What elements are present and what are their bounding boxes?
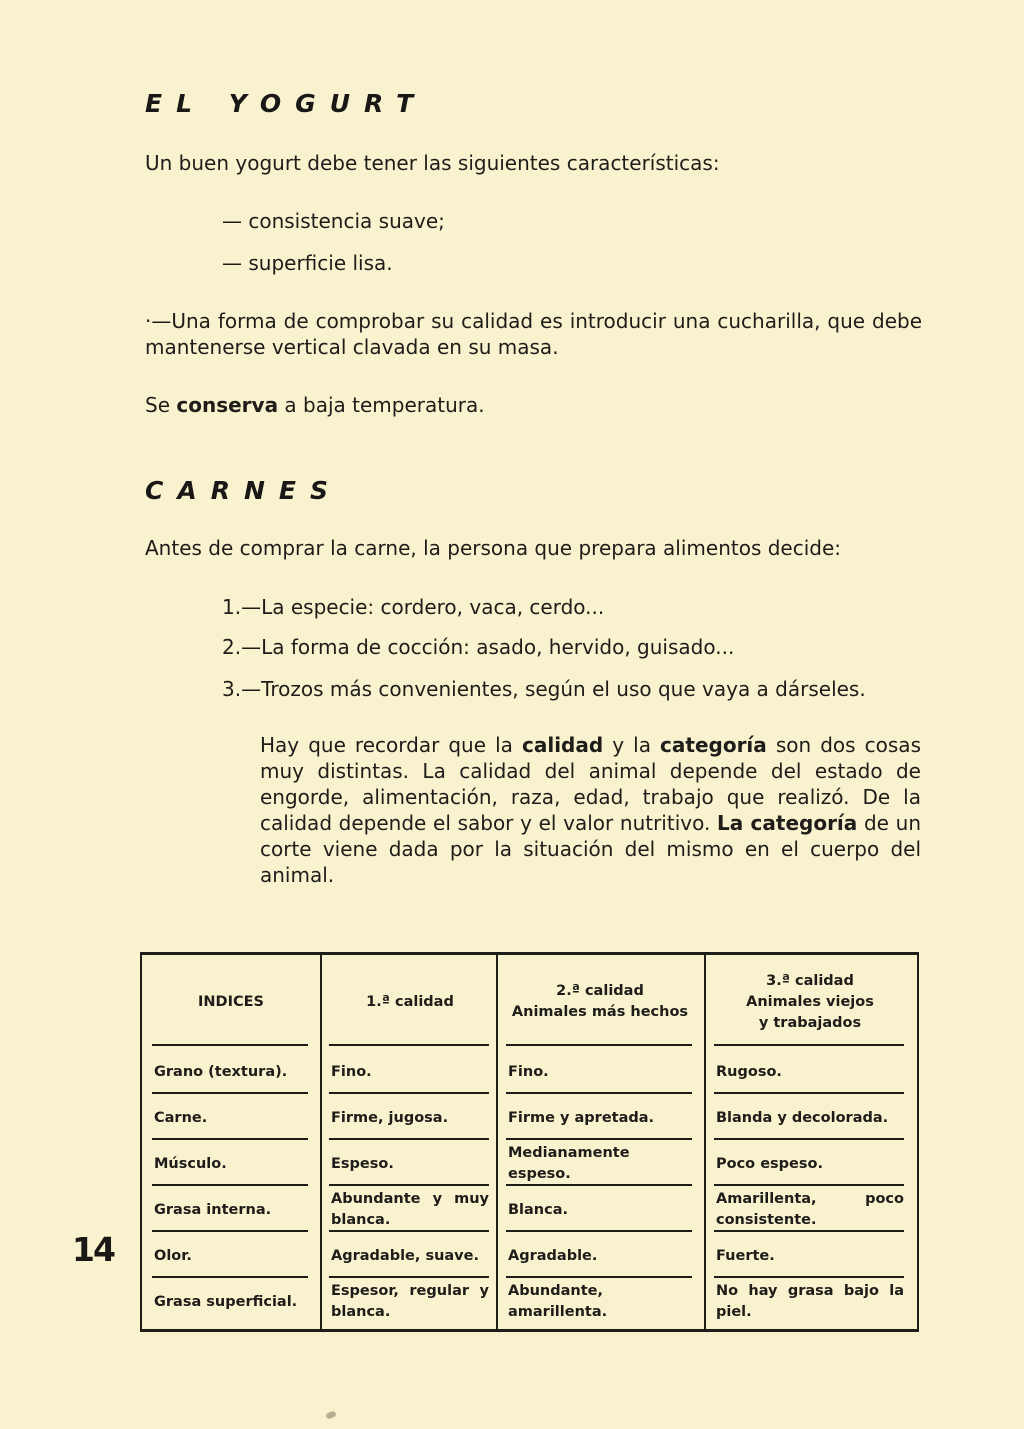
yogurt-storage-paragraph	[145, 392, 485, 418]
carnes-heading: CARNES	[145, 476, 342, 505]
table-header-line: INDICES	[198, 993, 264, 1010]
table-cell	[508, 1142, 692, 1186]
note-bold: calidad	[521, 733, 604, 757]
table-cell-text: Agradable.	[508, 1247, 598, 1264]
storage-text: a baja temperatura.	[278, 393, 485, 417]
table-cell-text: Abundante y muy blanca.	[331, 1191, 489, 1228]
carnes-item: 1.—La especie: cordero, vaca, cerdo...	[222, 595, 605, 619]
table-top-rule	[140, 952, 919, 955]
table-cell	[716, 1234, 904, 1278]
table-cell-text: Olor.	[154, 1247, 192, 1264]
table-header-line: 1.ª calidad	[366, 993, 454, 1010]
table-cell-text: Firme, jugosa.	[331, 1109, 449, 1126]
table-cell-text: Fino.	[508, 1063, 549, 1080]
table-cell-text: Grano (textura).	[154, 1063, 288, 1080]
table-column-rule	[704, 955, 706, 1330]
table-cell-text: Grasa interna.	[154, 1201, 272, 1218]
table-cell	[716, 1142, 904, 1186]
table-cell	[508, 1188, 692, 1232]
note-text: de un corte viene dada por la situación del mismo en el cuerpo del animal.	[260, 811, 921, 887]
table-cell-text: Rugoso.	[716, 1063, 782, 1080]
yogurt-intro: Un buen yogurt debe tener las siguientes características:	[145, 151, 720, 175]
table-cell-text: Medianamente espeso.	[508, 1145, 630, 1182]
table-cell	[331, 1234, 489, 1278]
table-cell-text: Poco espeso.	[716, 1155, 823, 1172]
table-cell-text: Espeso.	[331, 1155, 394, 1172]
table-header-cell	[716, 956, 904, 1048]
table-row-label	[154, 1280, 308, 1324]
carnes-item: 2.—La forma de cocción: asado, hervido, guisado...	[222, 635, 735, 659]
table-cell	[331, 1050, 489, 1094]
table-cell-text: Agradable, suave.	[331, 1247, 479, 1264]
table-cell	[716, 1050, 904, 1094]
quality-category-note	[260, 732, 921, 888]
meat-quality-table	[140, 952, 919, 1333]
table-header-line: 3.ª calidad	[766, 972, 854, 989]
yogurt-test-paragraph: ·—Una forma de comprobar su calidad es introducir una cucharilla, que debe mantenerse vertical clavada en su masa.	[145, 309, 922, 359]
table-cell-text: Blanca.	[508, 1201, 569, 1218]
table-header-cell	[508, 956, 692, 1048]
yogurt-item: — consistencia suave;	[222, 209, 445, 233]
note-text: y la	[603, 733, 661, 757]
table-column-rule	[140, 955, 142, 1330]
table-row-label	[154, 1188, 308, 1232]
carnes-item: 3.—Trozos más convenientes, según el uso que vaya a dárseles.	[222, 677, 866, 701]
table-header-cell	[154, 956, 308, 1048]
yogurt-item: — superficie lisa.	[222, 251, 393, 275]
table-cell-text: Espesor, regular y blanca.	[331, 1283, 489, 1320]
table-header-text	[512, 981, 688, 1023]
page-number: 14	[72, 1230, 114, 1269]
table-cell	[508, 1280, 692, 1324]
storage-bold: conserva	[176, 393, 279, 417]
table-cell	[508, 1096, 692, 1140]
table-header-line: Animales más hechos	[511, 1004, 689, 1020]
table-cell-text: Firme y apretada.	[508, 1109, 655, 1126]
table-cell-text: Grasa superficial.	[154, 1293, 298, 1310]
table-header-text	[746, 971, 874, 1034]
table-cell-text: Blanda y decolorada.	[716, 1109, 889, 1126]
table-header-text	[198, 992, 264, 1013]
note-bold: categoría	[660, 733, 767, 757]
table-header-line: y trabajados	[758, 1014, 862, 1031]
table-header-line: Animales viejos	[746, 993, 874, 1010]
table-cell-text: Fuerte.	[716, 1247, 775, 1264]
table-row-label	[154, 1050, 308, 1094]
table-cell-text: Carne.	[154, 1109, 208, 1126]
table-row-label	[154, 1142, 308, 1186]
table-column-rule	[917, 955, 919, 1330]
table-column-rule	[320, 955, 322, 1330]
table-header-cell	[331, 956, 489, 1048]
table-cell-text: Abundante, amarillenta.	[508, 1283, 608, 1320]
table-cell	[331, 1142, 489, 1186]
yogurt-heading: EL YOGURT	[145, 89, 428, 118]
note-bold: La categoría	[717, 811, 858, 835]
table-cell-text: Músculo.	[154, 1155, 227, 1172]
storage-text: Se	[145, 393, 177, 417]
table-bottom-rule	[140, 1329, 919, 1332]
carnes-intro: Antes de comprar la carne, la persona que prepara alimentos decide:	[145, 536, 842, 560]
table-cell	[716, 1188, 904, 1232]
table-cell	[508, 1050, 692, 1094]
table-cell-text: Fino.	[331, 1063, 372, 1080]
table-column-rule	[496, 955, 498, 1330]
table-cell	[716, 1096, 904, 1140]
table-row-label	[154, 1096, 308, 1140]
table-cell-text: Amarillenta, poco consistente.	[716, 1191, 904, 1228]
table-cell	[508, 1234, 692, 1278]
table-header-text	[366, 992, 454, 1013]
table-cell	[331, 1188, 489, 1232]
table-cell	[331, 1280, 489, 1324]
paper-mark	[325, 1410, 336, 1419]
table-cell	[331, 1096, 489, 1140]
table-row-label	[154, 1234, 308, 1278]
note-text: son dos cosas muy distintas. La calidad del animal depende del estado de engorde, alimentación, raza, edad, trabajo que realizó. De la calidad depende el sabor y el valor nutritivo.	[260, 733, 921, 835]
table-header-line: 2.ª calidad	[556, 983, 644, 999]
table-cell	[716, 1280, 904, 1324]
table-cell-text: No hay grasa bajo la piel.	[716, 1283, 904, 1320]
note-text: Hay que recordar que la	[260, 733, 522, 757]
